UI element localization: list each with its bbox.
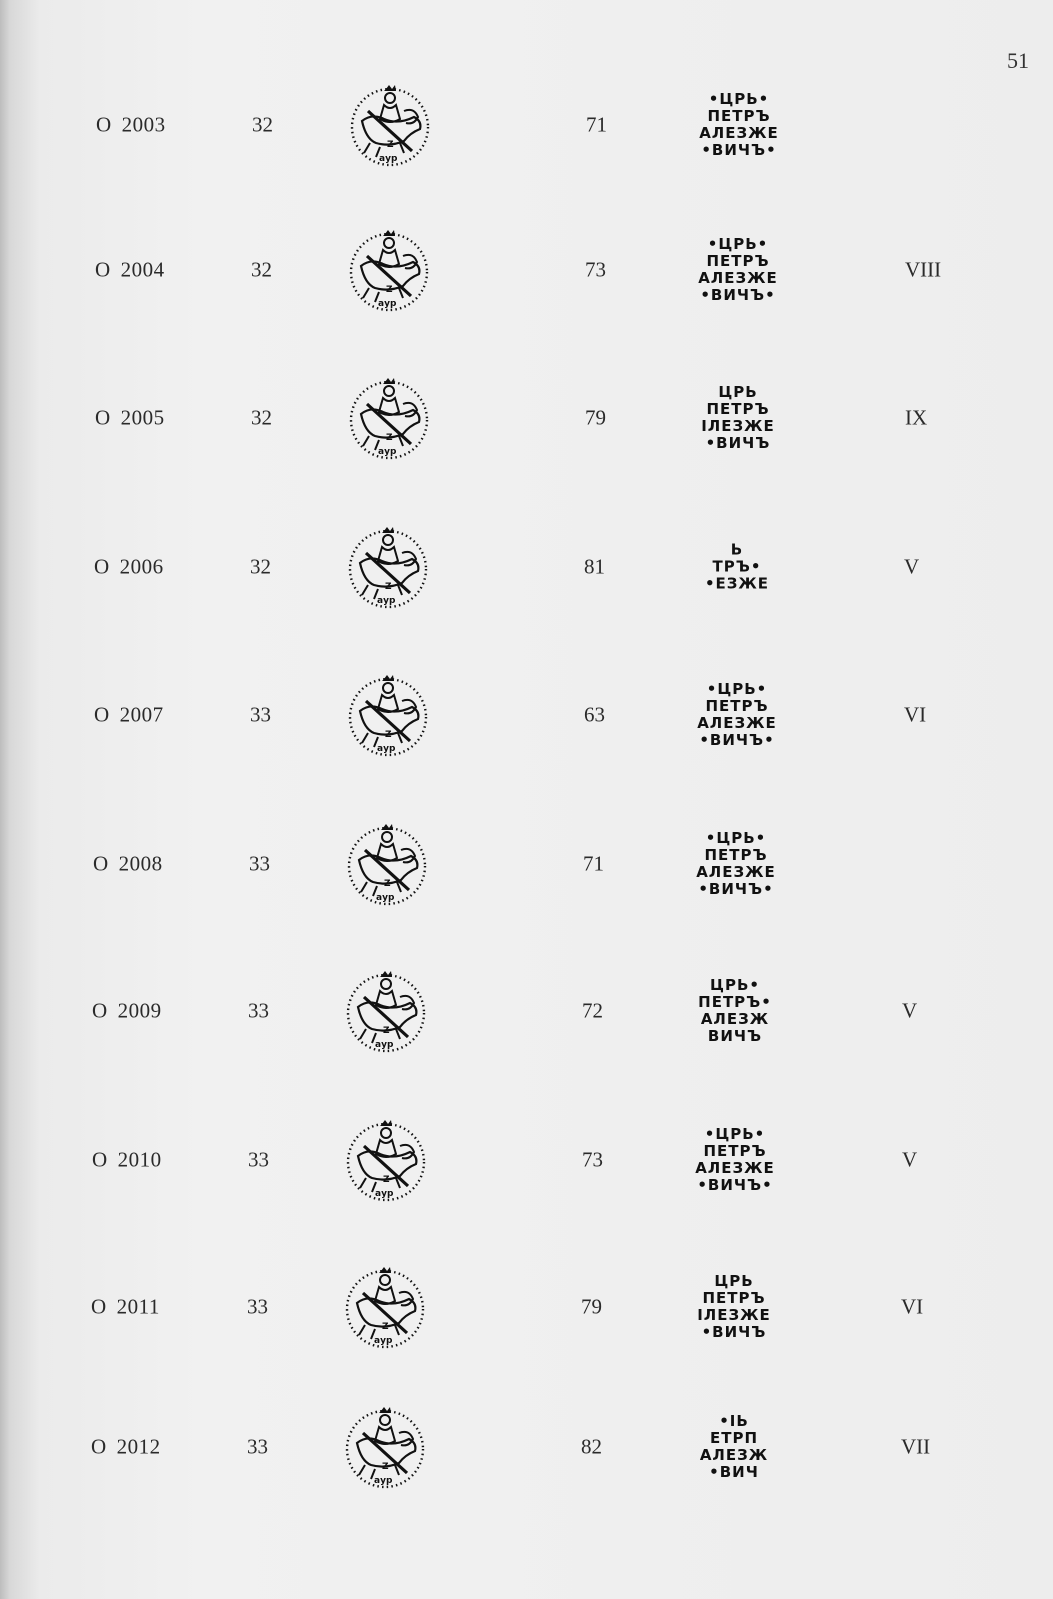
reverse-die-number: 73 <box>585 257 606 282</box>
svg-text:аур: аур <box>375 1189 394 1199</box>
svg-text:аур: аур <box>378 447 397 457</box>
reverse-legend <box>682 542 792 593</box>
legend-line-2: ПЕТРЪ <box>706 252 770 270</box>
catalog-number: 2004 <box>120 257 165 282</box>
table-row <box>0 1110 1053 1210</box>
svg-text:аур: аур <box>375 1040 394 1050</box>
legend-line-4: •ВИЧЪ• <box>699 731 775 749</box>
catalog-prefix: O <box>94 554 110 579</box>
table-row <box>0 961 1053 1061</box>
rider-icon <box>345 374 433 462</box>
legend-line-4: •ВИЧЪ <box>701 1323 767 1341</box>
svg-text:Z: Z <box>386 433 393 443</box>
legend-line-2: ПЕТРЪ <box>707 107 771 125</box>
obverse-drawing <box>341 1403 429 1491</box>
catalog-prefix: O <box>94 702 110 727</box>
obverse-drawing <box>343 820 431 908</box>
table-row <box>0 75 1053 175</box>
catalog-number: 2011 <box>116 1294 160 1319</box>
legend-line-3: АЛЕЗЖ <box>699 1446 769 1464</box>
svg-text:Z: Z <box>384 879 391 889</box>
obverse-drawing <box>344 671 432 759</box>
svg-text:аур: аур <box>379 154 398 164</box>
obverse-drawing <box>342 1116 430 1204</box>
reverse-legend <box>680 977 790 1045</box>
obverse-die-number: 32 <box>251 257 272 282</box>
legend-line-2: ЕТРП <box>709 1429 759 1447</box>
page-number: 51 <box>1007 48 1029 73</box>
reverse-die-number: 82 <box>581 1434 602 1459</box>
catalog-prefix: O <box>91 1434 107 1459</box>
obverse-die-number: 32 <box>250 554 271 579</box>
catalog-prefix: O <box>92 1147 108 1172</box>
catalog-prefix: O <box>95 405 111 430</box>
catalog-id <box>94 703 164 728</box>
catalog-id <box>92 999 162 1024</box>
reverse-legend <box>681 830 791 898</box>
catalog-id <box>93 852 163 877</box>
obverse-die-number: 32 <box>252 112 273 137</box>
table-row <box>0 368 1053 468</box>
legend-line-1: •ЦРЬ• <box>707 235 769 253</box>
legend-line-3: АЛЕЗЖЕ <box>697 714 777 732</box>
rider-icon <box>342 967 430 1055</box>
obverse-die-number: 32 <box>251 405 272 430</box>
rarity-grade: V <box>904 554 920 579</box>
rider-icon <box>344 671 432 759</box>
svg-text:Z: Z <box>382 1322 389 1332</box>
legend-line-2: ПЕТРЪ <box>705 697 769 715</box>
legend-line-4: ВИЧЪ <box>707 1027 763 1045</box>
svg-text:Z: Z <box>383 1026 390 1036</box>
svg-text:аур: аур <box>377 744 396 754</box>
obverse-die-number: 33 <box>250 702 271 727</box>
svg-text:Z: Z <box>385 582 392 592</box>
catalog-prefix: O <box>95 257 111 282</box>
reverse-die-number: 71 <box>583 851 604 876</box>
obverse-drawing <box>345 226 433 314</box>
obverse-die-number: 33 <box>249 851 270 876</box>
svg-text:Z: Z <box>382 1462 389 1472</box>
legend-line-4: •ВИЧ <box>709 1463 759 1481</box>
legend-line-3: ІЛЕЗЖЕ <box>701 417 775 435</box>
rider-icon <box>345 226 433 314</box>
table-row <box>0 517 1053 617</box>
svg-text:Z: Z <box>385 730 392 740</box>
legend-line-3: ІЛЕЗЖЕ <box>697 1306 771 1324</box>
svg-text:Z: Z <box>383 1175 390 1185</box>
obverse-drawing <box>344 523 432 611</box>
reverse-legend <box>680 1126 790 1194</box>
reverse-legend <box>684 91 794 159</box>
rider-icon <box>341 1403 429 1491</box>
catalog-prefix: O <box>92 998 108 1023</box>
catalog-id <box>96 113 166 138</box>
legend-line-3: АЛЕЗЖЕ <box>696 863 776 881</box>
rarity-grade: IX <box>905 405 928 430</box>
table-row <box>0 665 1053 765</box>
catalog-id <box>92 1148 162 1173</box>
legend-line-4: •ВИЧЪ• <box>697 1176 773 1194</box>
obverse-drawing <box>342 967 430 1055</box>
legend-line-4: •ВИЧЪ• <box>700 286 776 304</box>
legend-line-1: ЦРЬ <box>714 1272 754 1290</box>
reverse-die-number: 79 <box>585 405 606 430</box>
catalog-number: 2003 <box>121 112 166 137</box>
legend-line-2: ТРЪ• <box>712 557 762 576</box>
legend-line-2: ПЕТРЪ <box>702 1289 766 1307</box>
rarity-grade: VIII <box>905 257 942 282</box>
rarity-grade: VI <box>904 702 927 727</box>
obverse-drawing <box>345 374 433 462</box>
catalog-prefix: O <box>93 851 109 876</box>
reverse-legend <box>682 681 792 749</box>
reverse-die-number: 73 <box>582 1147 603 1172</box>
rider-icon <box>343 820 431 908</box>
legend-line-2: ПЕТРЪ <box>704 846 768 864</box>
catalog-number: 2012 <box>116 1434 161 1459</box>
svg-text:Z: Z <box>387 140 394 150</box>
legend-line-2: ПЕТРЪ• <box>698 993 772 1011</box>
legend-line-3: АЛЕЗЖЕ <box>698 269 778 287</box>
rarity-grade: VI <box>901 1294 924 1319</box>
svg-text:аур: аур <box>374 1476 393 1486</box>
catalog-number: 2010 <box>117 1147 162 1172</box>
catalog-prefix: O <box>91 1294 107 1319</box>
legend-line-1: ЦРЬ• <box>710 976 760 994</box>
reverse-die-number: 72 <box>582 998 603 1023</box>
legend-line-4: •ВИЧЪ <box>705 434 771 452</box>
rider-icon <box>344 523 432 611</box>
reverse-die-number: 81 <box>584 554 605 579</box>
catalog-number: 2006 <box>119 554 164 579</box>
catalog-id <box>91 1435 161 1460</box>
svg-text:аур: аур <box>376 893 395 903</box>
legend-line-3: АЛЕЗЖЕ <box>695 1159 775 1177</box>
obverse-drawing <box>346 81 434 169</box>
legend-line-4: •ВИЧЪ• <box>698 880 774 898</box>
catalog-id <box>94 555 164 580</box>
rarity-grade: V <box>902 998 918 1023</box>
legend-line-1: •ЦРЬ• <box>705 829 767 847</box>
legend-line-1: Ь <box>730 540 744 559</box>
table-row <box>0 220 1053 320</box>
svg-text:аур: аур <box>377 596 396 606</box>
svg-text:Z: Z <box>386 285 393 295</box>
legend-line-1: •ІЬ <box>719 1412 749 1430</box>
catalog-number: 2009 <box>117 998 162 1023</box>
obverse-die-number: 33 <box>247 1294 268 1319</box>
table-row <box>0 814 1053 914</box>
rarity-grade: VII <box>901 1434 931 1459</box>
reverse-die-number: 79 <box>581 1294 602 1319</box>
legend-line-1: •ЦРЬ• <box>706 680 768 698</box>
catalog-number: 2005 <box>120 405 165 430</box>
reverse-legend <box>679 1413 789 1481</box>
legend-line-3: •ЕЗЖЕ <box>704 574 770 593</box>
reverse-die-number: 71 <box>586 112 607 137</box>
catalog-number: 2007 <box>119 702 164 727</box>
reverse-legend <box>683 236 793 304</box>
catalog-id <box>95 406 165 431</box>
catalog-id <box>91 1295 160 1320</box>
table-row <box>0 1257 1053 1357</box>
legend-line-1: ЦРЬ <box>718 383 758 401</box>
catalog-number: 2008 <box>118 851 163 876</box>
legend-line-4: •ВИЧЪ• <box>701 141 777 159</box>
reverse-legend <box>683 384 793 452</box>
reverse-legend <box>679 1273 789 1341</box>
catalog-id <box>95 258 165 283</box>
legend-line-2: ПЕТРЪ <box>703 1142 767 1160</box>
rarity-grade: V <box>902 1147 918 1172</box>
obverse-die-number: 33 <box>247 1434 268 1459</box>
table-row <box>0 1397 1053 1497</box>
obverse-drawing <box>341 1263 429 1351</box>
legend-line-3: АЛЕЗЖ <box>700 1010 770 1028</box>
legend-line-1: •ЦРЬ• <box>708 90 770 108</box>
catalog-prefix: O <box>96 112 112 137</box>
svg-text:аур: аур <box>374 1336 393 1346</box>
rider-icon <box>346 81 434 169</box>
legend-line-3: АЛЕЗЖЕ <box>699 124 779 142</box>
rider-icon <box>342 1116 430 1204</box>
obverse-die-number: 33 <box>248 998 269 1023</box>
svg-text:аур: аур <box>378 299 397 309</box>
legend-line-2: ПЕТРЪ <box>706 400 770 418</box>
reverse-die-number: 63 <box>584 702 605 727</box>
legend-line-1: •ЦРЬ• <box>704 1125 766 1143</box>
rider-icon <box>341 1263 429 1351</box>
obverse-die-number: 33 <box>248 1147 269 1172</box>
